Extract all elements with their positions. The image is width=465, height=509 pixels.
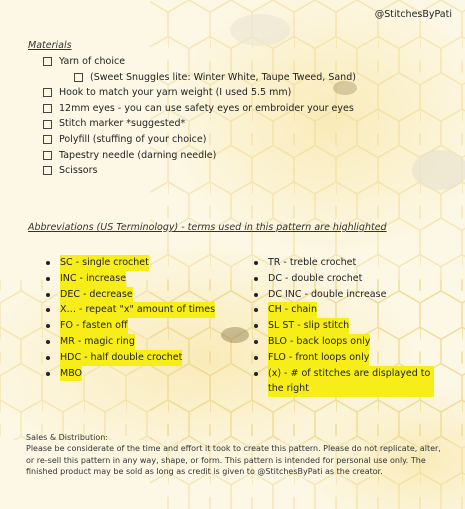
bullet-icon [254,340,258,344]
bullet-icon [254,261,258,265]
materials-item [43,54,356,70]
materials-item [43,70,356,86]
abbreviation-label-highlighted: (x) - # of stitches are displayed to the right [268,366,434,398]
abbreviation-label-highlighted: BLO - back loops only [268,334,370,350]
abbreviations-right-column [254,255,434,397]
materials-item-label: (Sweet Snuggles lite: Winter White, Taupe Tweed, Sand) [90,71,356,83]
materials-item-label: Stitch marker *suggested* [59,118,186,130]
bullet-icon [46,308,50,312]
materials-item [43,85,356,101]
abbreviation-item [46,255,215,271]
sales-distribution [26,432,446,477]
materials-item [43,116,356,132]
materials-item [43,148,356,164]
bullet-icon [254,324,258,328]
bullet-icon [254,308,258,312]
abbreviation-item [254,334,434,350]
materials-title: Materials [28,40,72,51]
abbreviation-item [46,271,215,287]
abbreviation-label-highlighted: SC - single crochet [60,255,149,271]
abbreviation-label: TR - treble crochet [268,257,357,268]
materials-item-label: Tapestry needle (darning needle) [59,149,217,161]
abbreviation-item [254,302,434,318]
bullet-icon [254,277,258,281]
checkbox[interactable] [43,120,52,129]
abbreviation-label: DC INC - double increase [268,288,387,300]
abbreviation-label-highlighted: DEC - decrease [60,287,133,303]
abbreviation-item [46,287,215,303]
sales-title: Sales & Distribution: [26,433,108,442]
abbreviations-left-column [46,255,215,381]
abbreviation-item [46,302,215,318]
abbreviation-label-highlighted: X… - repeat "x" amount of times [60,302,215,318]
materials-item-label: Yarn of choice [59,56,126,67]
materials-list [43,54,356,179]
bullet-icon [254,293,258,297]
abbreviation-item [46,318,215,334]
bullet-icon [254,356,258,360]
abbreviation-label-highlighted: MBO [60,366,82,382]
checkbox[interactable] [43,151,52,160]
bullet-icon [46,340,50,344]
materials-item-label: Hook to match your yarn weight (I used 5.5 mm) [59,87,292,99]
checkbox[interactable] [43,104,52,113]
materials-item [43,132,356,148]
bullet-icon [46,356,50,360]
abbreviation-label-highlighted: SL ST - slip stitch [268,318,349,334]
abbreviation-label-highlighted: FO - fasten off [60,318,128,334]
checkbox[interactable] [43,88,52,97]
bullet-icon [46,324,50,328]
abbreviation-label-highlighted: FLO - front loops only [268,350,369,366]
abbreviation-item [46,366,215,382]
abbreviation-item [254,255,434,271]
abbreviation-label: DC - double crochet [268,272,363,284]
abbreviation-item [254,366,434,398]
abbreviation-label-highlighted: INC - increase [60,271,126,287]
author-handle: @StitchesByPati [374,9,452,20]
bullet-icon [46,261,50,265]
abbreviation-label-highlighted: HDC - half double crochet [60,350,182,366]
abbreviation-item [46,334,215,350]
sales-body: Please be considerate of the time and effort it took to create this pattern. Please do not replicate, alter, or re-sell this pattern in any way, shape, or form. This pattern is intended for personal use only. The finished product may be sold as long as credit is given to @StitchesByPati as the creator. [26,444,441,476]
materials-item [43,101,356,117]
materials-item-label: Scissors [59,165,98,177]
abbreviation-label-highlighted: MR - magic ring [60,334,135,350]
bullet-icon [46,372,50,376]
abbreviation-item [254,318,434,334]
bullet-icon [46,277,50,281]
abbreviation-item [254,287,434,303]
abbreviation-label-highlighted: CH - chain [268,302,317,318]
checkbox[interactable] [43,135,52,144]
materials-item [43,163,356,179]
materials-item-label: 12mm eyes - you can use safety eyes or embroider your eyes [59,102,354,114]
abbreviation-item [46,350,215,366]
bullet-icon [254,372,258,376]
abbreviation-item [254,271,434,287]
abbreviations-title: Abbreviations (US Terminology) - terms used in this pattern are highlighted [28,222,387,233]
checkbox[interactable] [43,57,52,66]
materials-item-label: Polyfill (stuffing of your choice) [59,133,207,145]
abbreviation-item [254,350,434,366]
checkbox[interactable] [43,166,52,175]
bullet-icon [46,293,50,297]
checkbox[interactable] [74,73,83,82]
